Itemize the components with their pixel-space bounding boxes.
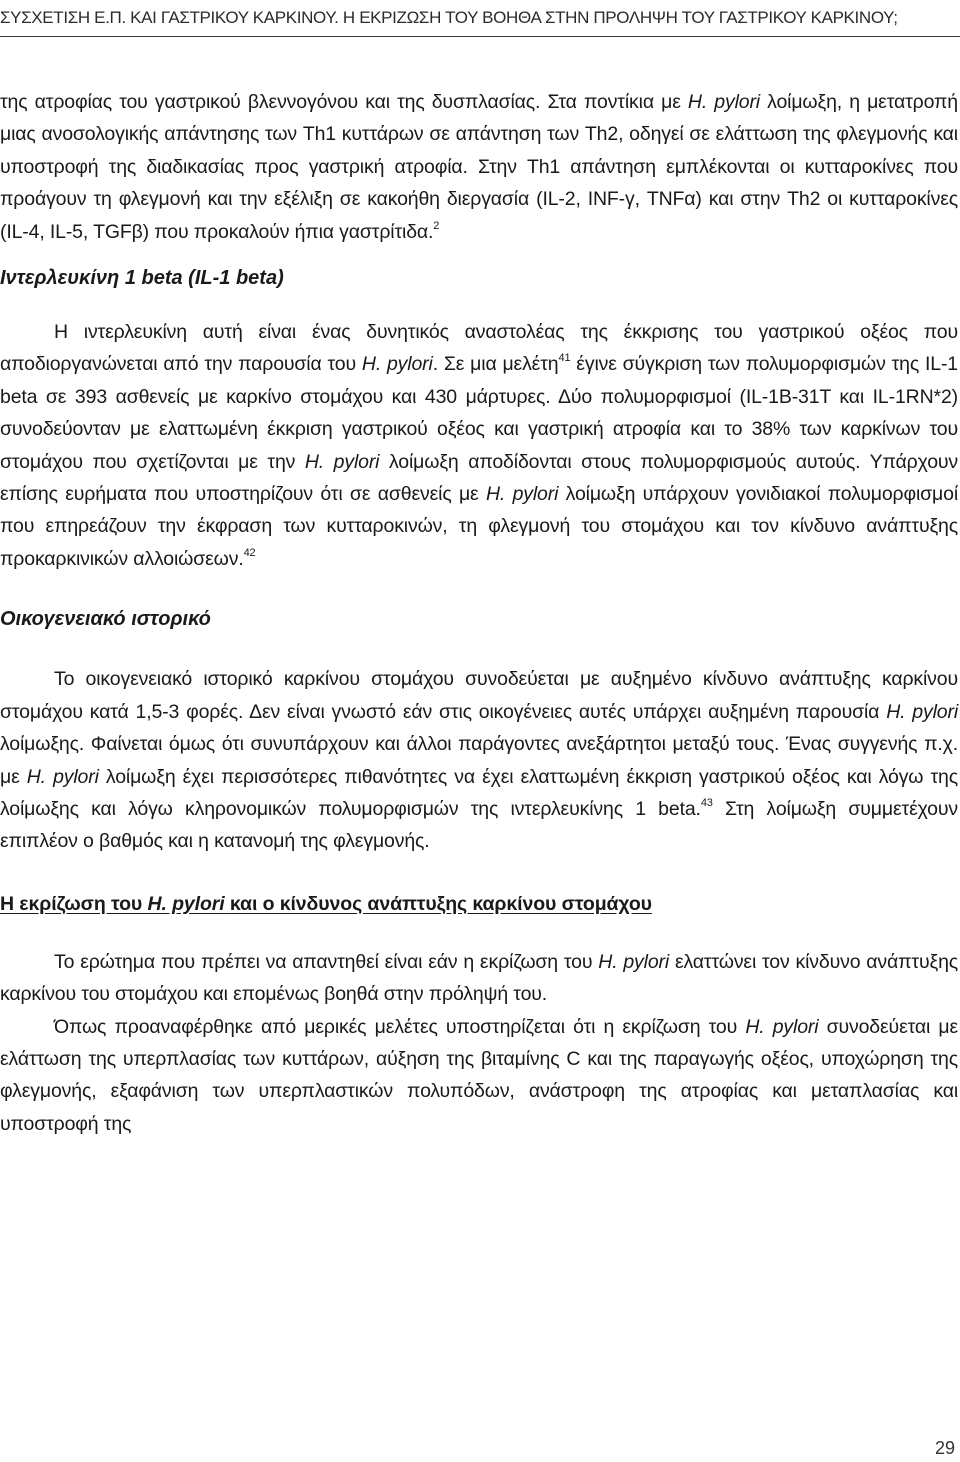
paragraph-intro [0,86,958,248]
text-run: Η ιντερλευκίνη αυτή είναι ένας δυνητικός αναστολέας της έκκρισης του γαστρικού οξέος που αποδιοργανώνεται από την παρουσία του [0,321,958,376]
species-name: H. pylori [304,450,380,473]
reference-superscript: 43 [700,796,713,809]
species-name: H. pylori [26,765,99,788]
species-name: H. pylori [361,353,433,376]
species-name: H. pylori [687,91,760,113]
text-run: Όπως προαναφέρθηκε από μερικές μελέτες υποστηρίζεται ότι η εκρίζωση του [54,1015,746,1038]
species-name: H. pylori [745,1015,819,1038]
section-heading-il1beta: Ιντερλευκίνη 1 beta (IL-1 beta) [0,267,284,290]
text-run: λοίμωξη, η μετατροπή μιας ανοσολογικής απάντησης των Th1 κυττάρων σε απάντηση των Th2, οδηγεί σε ελάττωση της φλεγμονής και υποστροφή της διαδικασίας προς γαστρική ατροφία. Στην Th1 απάντηση εμπλέκονται οι κυτταροκίνες που προάγουν τη φλεγμονή και την εξέλιξη σε κακοήθη διεργασία (IL-2, INF-γ, TNFα) και στην Th2 οι κυτταροκίνες (IL-4, IL-5, TGFβ) που προκαλούν ήπια γαστρίτιδα. [0,91,959,243]
text-run: της ατροφίας του γαστρικού βλεννογόνου και της δυσπλασίας. Στα ποντίκια με [0,91,688,113]
running-header: ΣΥΣΧΕΤΙΣΗ Ε.Π. ΚΑΙ ΓΑΣΤΡΙΚΟΥ ΚΑΡΚΙΝΟΥ. Η ΕΚΡΙΖΩΣΗ ΤΟΥ ΒΟΗΘΑ ΣΤΗΝ ΠΡΟΛΗΨΗ ΤΟΥ ΓΑΣΤΡΙΚΟΥ ΚΑΡΚΙΝΟΥ; [0,4,960,37]
page-number: 29 [934,1438,955,1458]
text-run: έγινε σύγκριση των πολυμορφισμών της IL-1 beta σε 393 ασθενείς με καρκίνο στομάχου και 430 μάρτυρες. Δύο πολυμορφισμοί (IL-1B-31T και IL-1RN*2) συνοδεύονταν με ελαττωμένη έκκριση γαστρικού οξέος και γαστρική ατροφία και το 38% των καρκίνων του στομάχου που σχετίζονται με την [0,353,959,473]
section-heading-text [0,893,652,915]
text-run: συνοδεύεται με ελάττωση της υπερπλασίας των κυττάρων, αύξηση της βιταμίνης C και της παραγωγής οξέος, υποχώρηση της φλεγμονής, εξαφάνιση των υπερπλαστικών πολυπόδων, ανάστροφη της ατροφίας και μεταπλασίας και υποστροφή της [0,1015,959,1135]
section-heading-eradication [0,888,958,920]
text-run: ελαττώνει τον κίνδυνο ανάπτυξης καρκίνου του στομάχου και επομένως βοηθά στην πρόληψή του. [0,950,959,1006]
paragraph-family-history [0,663,958,857]
reference-superscript: 2 [433,219,440,232]
text-run: λοίμωξης. Φαίνεται όμως ότι συνυπάρχουν και άλλοι παράγοντες ανεξάρτητοι μεταξύ τους. Ένας συγγενής π.χ. με [0,733,958,788]
paragraph-eradication-studies [0,1011,958,1141]
paragraph-il1beta [0,316,958,575]
text-run: και ο κίνδυνος ανάπτυξης καρκίνου στομάχου [224,892,652,915]
text-run: Στη λοίμωξη συμμετέχουν επιπλέον ο βαθμός και η κατανομή της φλεγμονής. [0,797,958,853]
text-run: . Σε μια μελέτη [432,353,559,376]
reference-superscript: 42 [243,546,256,559]
section-heading-family-history: Οικογενειακό ιστορικό [0,608,211,631]
text-run: λοίμωξη αποδίδονται στους πολυμορφισμούς αυτούς. Υπάρχουν επίσης ευρήματα που υποστηρίζουν ότι σε ασθενείς με [0,450,958,506]
reference-superscript: 41 [558,352,571,365]
paragraph-eradication-question [0,946,958,1011]
text-run: λοίμωξη υπάρχουν γονιδιακοί πολυμορφισμοί που επηρεάζουν την έκφραση των κυτταροκινών, τη φλεγμονή του στομάχου και τον κίνδυνο ανάπτυξης προκαρκινικών αλλοιώσεων. [0,483,958,570]
species-name: H. pylori [598,950,670,973]
species-name: H. pylori [147,892,225,915]
species-name: H. pylori [886,700,958,723]
species-name: H. pylori [485,483,559,506]
text-run: Η εκρίζωση του [0,892,148,915]
text-run: Το οικογενειακό ιστορικό καρκίνου στομάχου συνοδεύεται με αυξημένο κίνδυνο ανάπτυξης καρκίνου στομάχου κατά 1,5-3 φορές. Δεν είναι γνωστό εάν στις οικογένειες αυτές υπάρχει αυξημένη παρουσία [0,668,958,723]
page-body [0,86,958,1140]
text-run: λοίμωξη έχει περισσότερες πιθανότητες να έχει ελαττωμένη έκκριση γαστρικού οξέος και λόγω της λοίμωξης και λόγω κληρονομικών πολυμορφισμών της ιντερλευκίνης 1 beta. [0,765,958,820]
text-run: Το ερώτημα που πρέπει να απαντηθεί είναι εάν η εκρίζωση του [54,950,599,973]
